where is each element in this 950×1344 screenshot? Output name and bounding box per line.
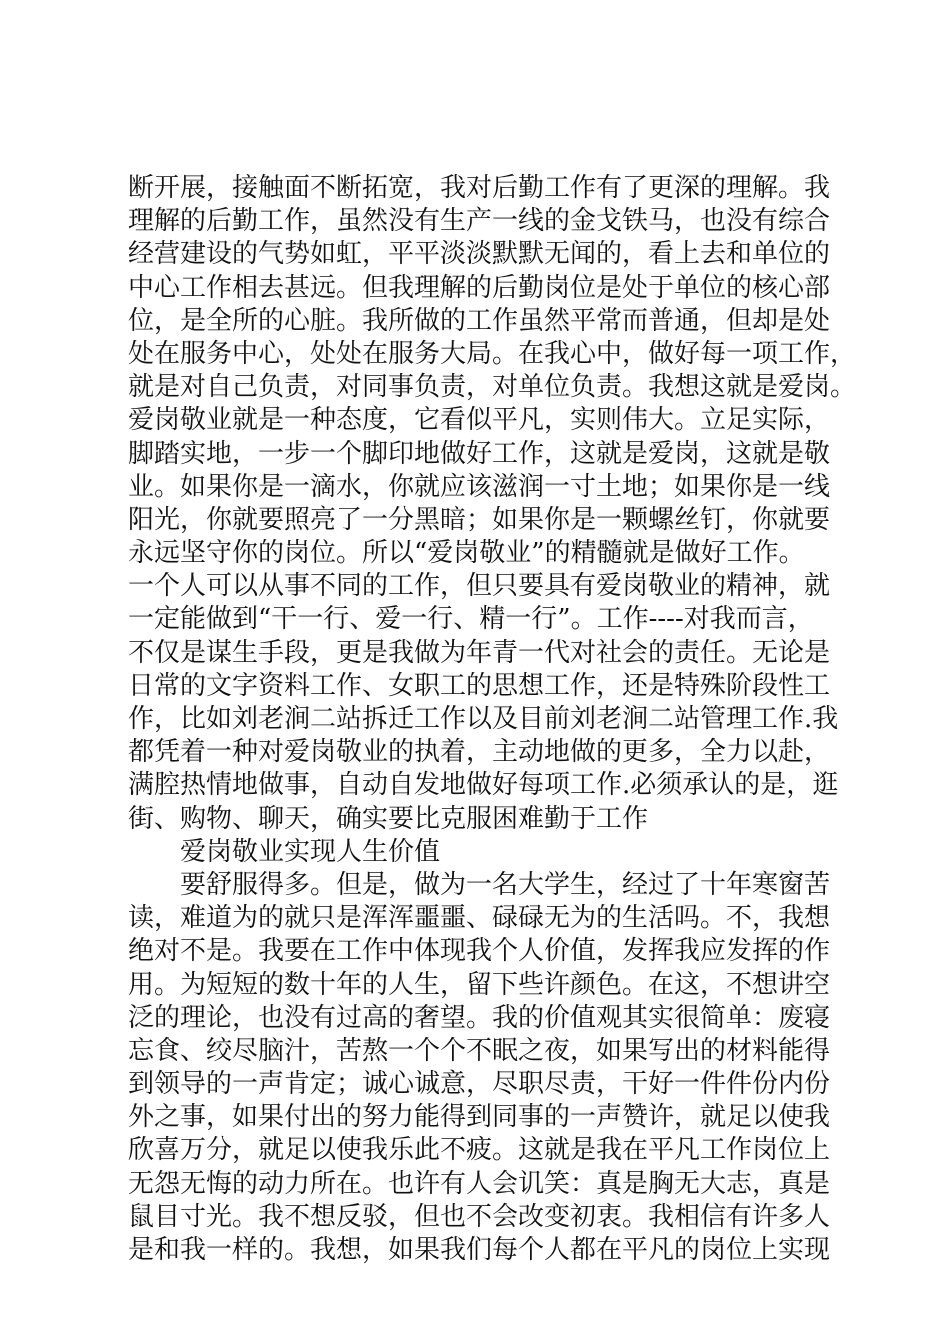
paragraph-line: 不仅是谋生手段，更是我做为年青一代对社会的责任。无论是 — [128, 637, 831, 668]
paragraph-line: 位，是全所的心脏。我所做的工作虽然平常而普通，但却是处 — [128, 305, 831, 336]
paragraph-line: 满腔热情地做事，自动自发地做好每项工作.必须承认的是，逛 — [128, 770, 839, 801]
paragraph-line: 一定能做到“干一行、爱一行、精一行”。工作----对我而言， — [128, 604, 814, 635]
paragraph-line: 经营建设的气势如虹，平平淡淡默默无闻的，看上去和单位的 — [128, 239, 831, 270]
paragraph-line: 鼠目寸光。我不想反驳，但也不会改变初衷。我相信有许多人 — [128, 1201, 831, 1232]
paragraph-line: 要舒服得多。但是，做为一名大学生，经过了十年寒窗苦 — [180, 869, 831, 900]
paragraph-line: 处在服务中心，处处在服务大局。在我心中，做好每一项工作， — [128, 338, 857, 369]
paragraph-line: 是和我一样的。我想，如果我们每个人都在平凡的岗位上实现 — [128, 1235, 831, 1265]
paragraph-line: 到领导的一声肯定；诚心诚意，尽职尽责，干好一件件份内份 — [128, 1069, 831, 1100]
section-heading: 爱岗敬业实现人生价值 — [180, 836, 441, 867]
paragraph-line: 读，难道为的就只是浑浑噩噩、碌碌无为的生活吗。不，我想 — [128, 903, 831, 934]
paragraph-line: 无怨无悔的动力所在。也许有人会讥笑：真是胸无大志，真是 — [128, 1168, 831, 1199]
paragraph-line: 欣喜万分，就足以使我乐此不疲。这就是我在平凡工作岗位上 — [128, 1135, 831, 1166]
paragraph-line: 阳光，你就要照亮了一分黑暗；如果你是一颗螺丝钉，你就要 — [128, 504, 831, 535]
paragraph-line: 绝对不是。我要在工作中体现我个人价值，发挥我应发挥的作 — [128, 936, 831, 967]
paragraph-line: 作，比如刘老涧二站拆迁工作以及目前刘老涧二站管理工作.我 — [128, 704, 839, 734]
paragraph-line: 忘食、绞尽脑汁，苦熬一个个不眠之夜，如果写出的材料能得 — [128, 1035, 831, 1066]
paragraph-line: 用。为短短的数十年的人生，留下些许颜色。在这，不想讲空 — [128, 969, 831, 1000]
paragraph-2 — [128, 869, 848, 1267]
paragraph-line: 断开展，接触面不断拓宽，我对后勤工作有了更深的理解。我 — [128, 173, 831, 203]
paragraph-line: 永远坚守你的岗位。所以“爱岗敬业”的精髓就是做好工作。 — [128, 538, 805, 569]
paragraph-line: 泛的理论，也没有过高的奢望。我的价值观其实很简单：废寝 — [128, 1002, 831, 1033]
paragraph-line: 理解的后勤工作，虽然没有生产一线的金戈铁马，也没有综合 — [128, 206, 831, 237]
paragraph-line: 爱岗敬业就是一种态度，它看似平凡，实则伟大。立足实际， — [128, 405, 831, 436]
paragraph-line: 外之事，如果付出的努力能得到同事的一声赞许，就足以使我 — [128, 1102, 831, 1133]
paragraph-line: 日常的文字资料工作、女职工的思想工作，还是特殊阶段性工 — [128, 670, 831, 701]
paragraph-line: 街、购物、聊天，确实要比克服困难勤于工作 — [128, 803, 649, 834]
paragraph-line: 脚踏实地，一步一个脚印地做好工作，这就是爱岗，这就是敬 — [128, 438, 831, 469]
paragraph-line: 一个人可以从事不同的工作，但只要具有爱岗敬业的精神，就 — [128, 571, 831, 602]
paragraph-line: 业。如果你是一滴水，你就应该滋润一寸土地；如果你是一线 — [128, 471, 831, 502]
paragraph-line: 就是对自己负责，对同事负责，对单位负责。我想这就是爱岗。 — [128, 372, 857, 403]
paragraph-1 — [128, 172, 857, 836]
document-body — [128, 172, 857, 1267]
paragraph-line: 中心工作相去甚远。但我理解的后勤岗位是处于单位的核心部 — [128, 272, 831, 303]
paragraph-line: 都凭着一种对爱岗敬业的执着，主动地做的更多，全力以赴， — [128, 737, 831, 768]
